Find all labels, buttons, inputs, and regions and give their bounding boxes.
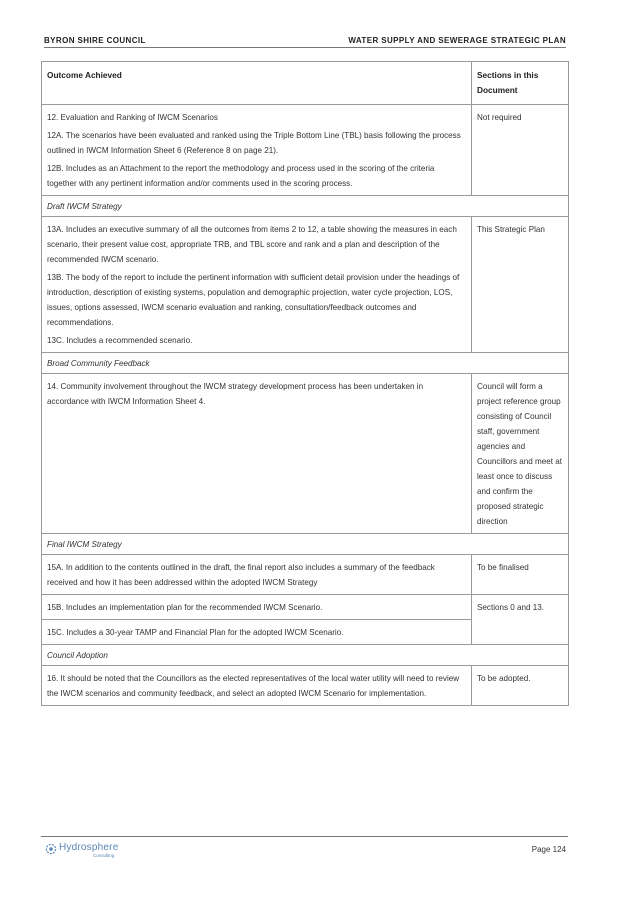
- outcome-text: 12A. The scenarios have been evaluated and ranked using the Triple Bottom Line (TBL) basis following the process outlined in IWCM Information Sheet 6 (Reference 8 on page 21).: [47, 131, 461, 155]
- table-row: [42, 374, 569, 534]
- section-cell: This Strategic Plan: [472, 217, 569, 353]
- section-heading-row: [42, 353, 569, 374]
- section-cell: Sections 0 and 13.: [472, 595, 569, 645]
- footer-rule: [41, 836, 568, 837]
- logo-name: Hydrosphere: [59, 842, 119, 853]
- outcome-text: 15C. Includes a 30-year TAMP and Financial Plan for the adopted IWCM Scenario.: [47, 628, 344, 637]
- outcome-text: 13C. Includes a recommended scenario.: [47, 336, 193, 345]
- section-heading: Draft IWCM Strategy: [42, 196, 569, 217]
- header-organization: BYRON SHIRE COUNCIL: [44, 36, 146, 45]
- outcome-text: 14. Community involvement throughout the IWCM strategy development process has been undertaken in accordance with IWCM Information Sheet 4.: [47, 382, 424, 406]
- table-header-row: [42, 62, 569, 105]
- outcome-cell: [42, 105, 472, 196]
- header-rule: [44, 47, 566, 48]
- section-heading: Broad Community Feedback: [42, 353, 569, 374]
- outcome-text: 13A. Includes an executive summary of all the outcomes from items 2 to 12, a table showing the measures in each scenario, their present value cost, appropriate TRB, and TBL score and rank and a plan and description of the recommended IWCM scenario.: [47, 225, 457, 264]
- hydrosphere-logo-icon: [45, 843, 57, 855]
- table-row: [42, 595, 569, 620]
- table-row: [42, 105, 569, 196]
- outcome-text: 13B. The body of the report to include the pertinent information with sufficient detail provision under the headings of introduction, description of existing systems, population and demographic projection, water cycle projection, LOS, issues, options assessed, IWCM scenario evaluation and ranking, consultation/feedback outcomes and recommendations.: [47, 273, 460, 327]
- outcome-cell: [42, 374, 472, 534]
- table-row: [42, 555, 569, 595]
- outcome-cell: [42, 620, 472, 645]
- section-cell: Council will form a project reference group consisting of Council staff, government agencies and Councillors and meet at least once to discuss and confirm the proposed strategic direction: [472, 374, 569, 534]
- column-header-outcome: Outcome Achieved: [42, 62, 472, 105]
- outcome-text: 16. It should be noted that the Councillors as the elected representatives of the local water utility will need to review the IWCM scenarios and community feedback, and select an adopted IWCM Scenario for implementation.: [47, 674, 460, 698]
- page-number: Page 124: [531, 845, 566, 854]
- table-row: [42, 217, 569, 353]
- outcome-cell: [42, 555, 472, 595]
- outcome-cell: [42, 595, 472, 620]
- section-heading-row: [42, 534, 569, 555]
- header-document-title: WATER SUPPLY AND SEWERAGE STRATEGIC PLAN: [348, 36, 566, 45]
- outcome-text: 15A. In addition to the contents outlined in the draft, the final report also includes a summary of the feedback received and how it has been addressed within the adopted IWCM Strategy: [47, 563, 435, 587]
- outcomes-table: [41, 61, 569, 706]
- section-heading-row: [42, 645, 569, 666]
- column-header-sections: Sections in this Document: [472, 62, 569, 105]
- section-cell: To be finalised: [472, 555, 569, 595]
- outcome-cell: [42, 666, 472, 706]
- section-heading: Final IWCM Strategy: [42, 534, 569, 555]
- section-heading-row: [42, 196, 569, 217]
- section-cell: Not required: [472, 105, 569, 196]
- logo-subtitle: Consulting: [93, 853, 115, 858]
- outcome-cell: [42, 217, 472, 353]
- outcome-text: 12B. Includes as an Attachment to the report the methodology and process used in the scoring of the criteria together with any pertinent information and/or comments used in the scoring process.: [47, 164, 435, 188]
- table-row: [42, 666, 569, 706]
- section-heading: Council Adoption: [42, 645, 569, 666]
- outcome-text: 12. Evaluation and Ranking of IWCM Scenarios: [47, 113, 218, 122]
- company-logo: [45, 842, 155, 862]
- outcome-text: 15B. Includes an implementation plan for the recommended IWCM Scenario.: [47, 603, 323, 612]
- section-cell: To be adopted.: [472, 666, 569, 706]
